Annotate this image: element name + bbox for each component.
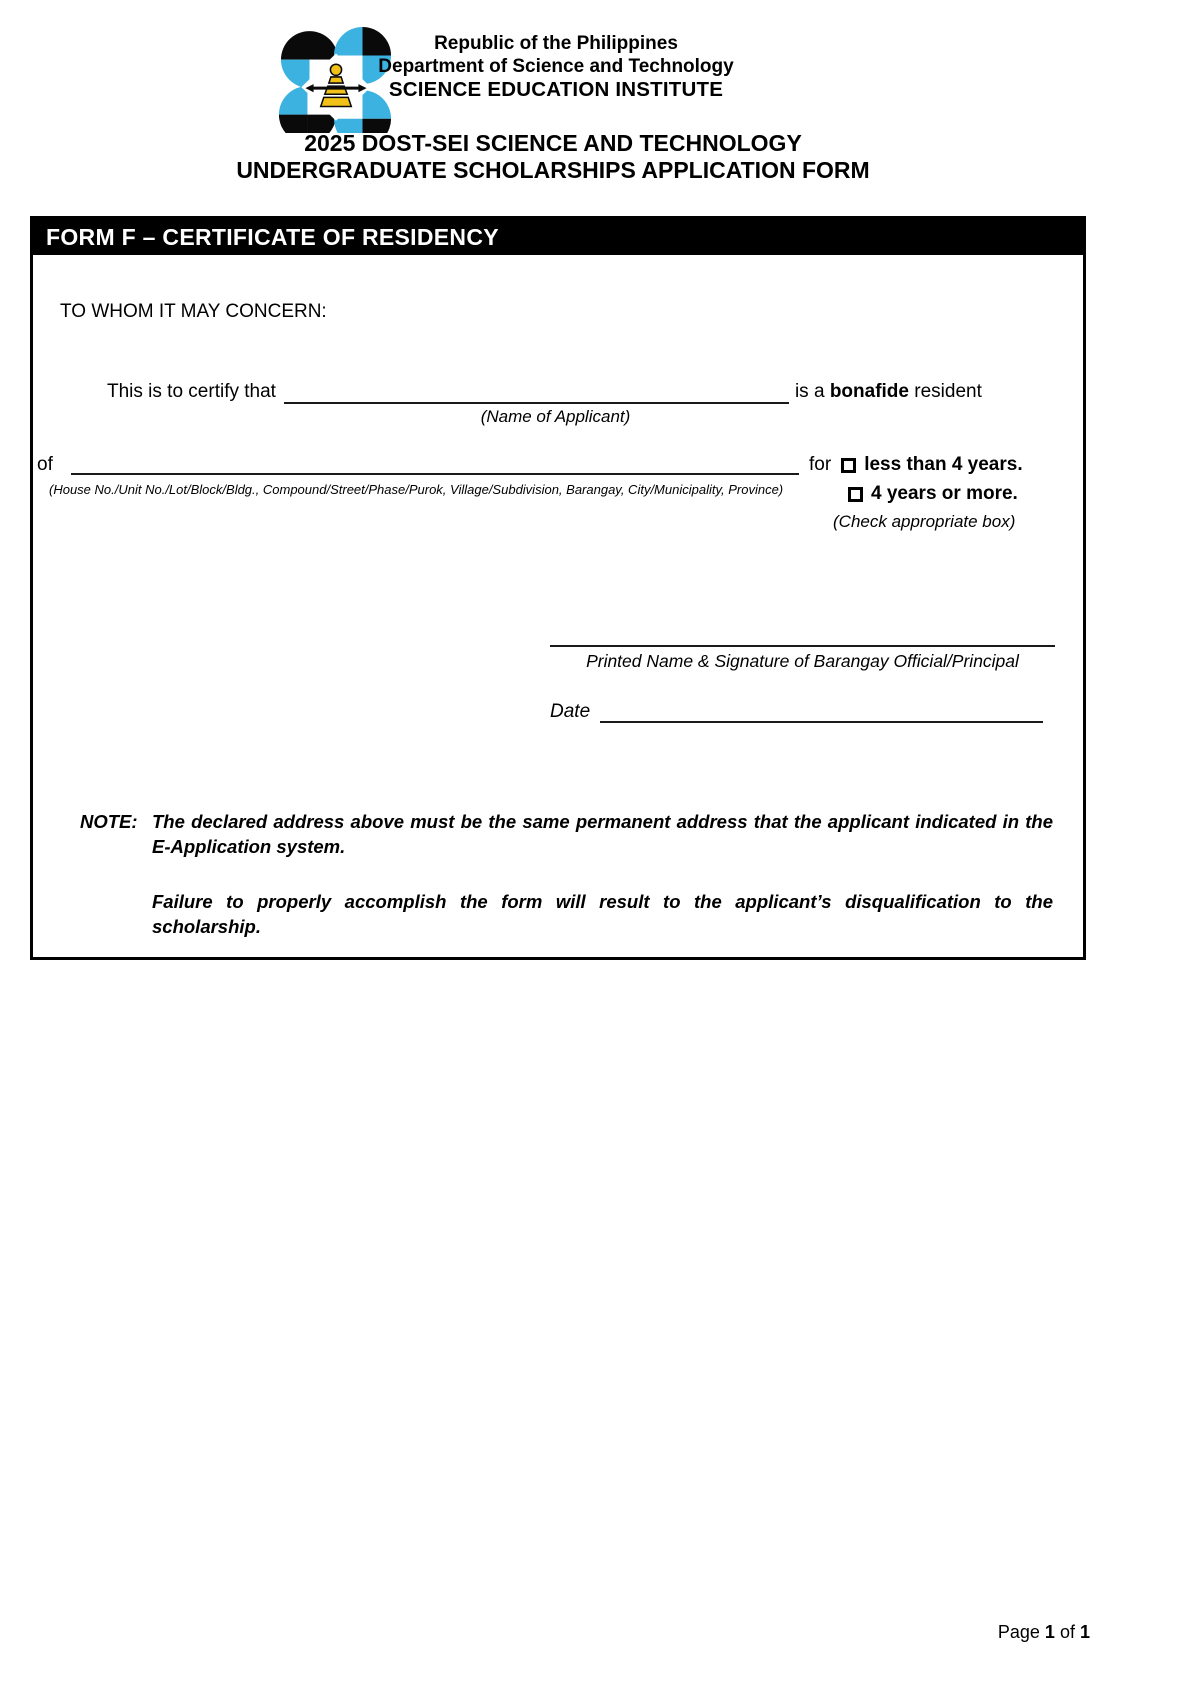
signature-block [550,645,1055,723]
page-word: Page [997,1622,1040,1642]
note-label: NOTE: [80,811,138,832]
address-left [37,454,809,497]
address-field[interactable] [71,454,799,475]
header-country: Republic of the Philippines [434,33,678,54]
checkbox-less-than-4-years[interactable] [841,458,856,473]
of-label: of [37,454,53,475]
date-field[interactable] [600,702,1043,723]
checkbox-4-years-or-more-label: 4 years or more. [871,483,1018,504]
note-paragraph-1 [80,809,1053,859]
note-text-1: The declared address above must be the same permanent address that the applicant indicated in the E-Application system. [152,811,1053,857]
name-caption: (Name of Applicant) [480,407,631,426]
note-text-2: Failure to properly accomplish the form will result to the applicant’s disqualification to the scholarship. [152,891,1053,937]
certify-prefix: This is to certify that [107,381,276,402]
document-title-line1: 2025 DOST-SEI SCIENCE AND TECHNOLOGY [304,130,802,156]
certify-sentence [107,380,1055,404]
document-title [0,130,1106,184]
document-title-line2: UNDERGRADUATE SCHOLARSHIPS APPLICATION FORM [236,157,870,183]
date-row [550,701,1055,723]
checkbox-less-than-4-years-label: less than 4 years. [864,454,1023,475]
signature-caption: Printed Name & Signature of Barangay Official/Principal [586,651,1019,671]
certify-bonafide: bonafide [829,381,909,402]
header-institute: SCIENCE EDUCATION INSTITUTE [388,78,724,101]
certify-suffix: resident [914,381,982,402]
residency-duration-options [809,454,1061,532]
checkbox-instruction: (Check appropriate box) [833,512,1016,531]
address-caption: (House No./Unit No./Lot/Block/Bldg., Compound/Street/Phase/Purok, Village/Subdivision, Barangay, City/Municipality, Province) [49,482,784,497]
address-row [37,454,1061,532]
certify-mid: is a [794,381,825,402]
salutation: TO WHOM IT MAY CONCERN: [60,301,327,322]
page-current: 1 [1044,1622,1055,1642]
signature-field[interactable] [550,645,1055,647]
page-total: 1 [1079,1622,1090,1642]
address-line [37,454,809,476]
option-4-years-or-more [809,483,1061,505]
header-department: Department of Science and Technology [378,56,734,77]
page-number [998,1622,1090,1643]
checkbox-4-years-or-more[interactable] [848,487,863,502]
option-less-than-4-years [809,454,1061,476]
agency-header [360,32,752,101]
form-banner: FORM F – CERTIFICATE OF RESIDENCY [33,219,1083,255]
date-label: Date [550,701,591,722]
for-label: for [809,454,832,475]
form-f-box [30,216,1086,960]
page-of-word: of [1059,1622,1075,1642]
applicant-name-field[interactable] [284,385,789,404]
